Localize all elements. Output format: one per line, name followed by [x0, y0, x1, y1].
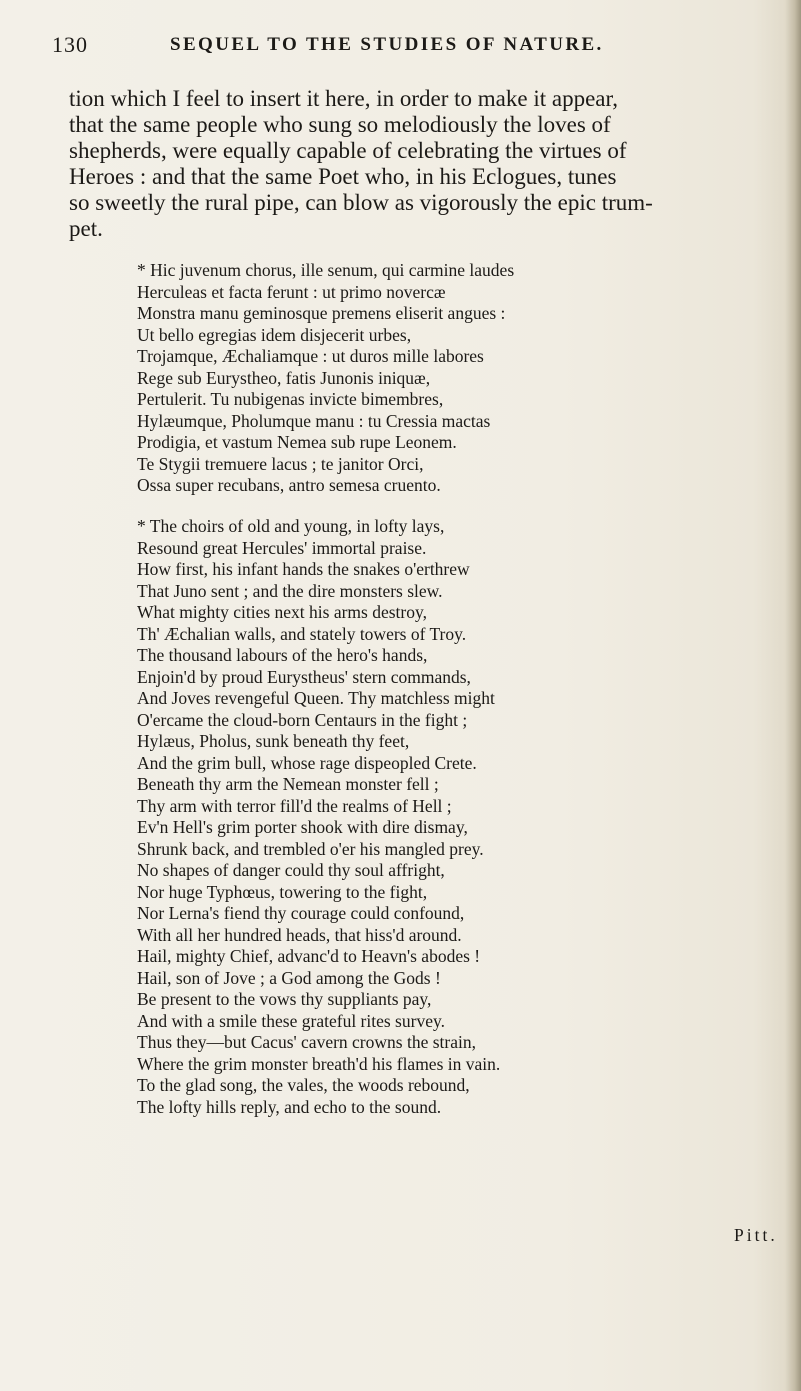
english-verse-translation: [137, 516, 757, 1118]
latin-verse-line: Ossa super recubans, antro semesa cruento.: [137, 475, 441, 495]
english-verse-line: Ev'n Hell's grim porter shook with dire dismay,: [137, 817, 468, 837]
latin-verse-line: Prodigia, et vastum Nemea sub rupe Leonem.: [137, 432, 457, 452]
body-line: Heroes : and that the same Poet who, in his Eclogues, tunes: [69, 164, 617, 189]
english-verse-line: Thy arm with terror fill'd the realms of Hell ;: [137, 795, 452, 816]
english-verse-line: That Juno sent ; and the dire monsters slew.: [137, 580, 443, 601]
english-verse-line: Enjoin'd by proud Eurystheus' stern commands,: [137, 666, 471, 687]
catchword-attribution: Pitt.: [734, 1225, 778, 1245]
english-verse-line: No shapes of danger could thy soul affright,: [137, 860, 445, 880]
page-number: 130: [52, 32, 88, 57]
english-verse-line: O'ercame the cloud-born Centaurs in the fight ;: [137, 709, 468, 730]
english-verse-line: How first, his infant hands the snakes o'erthrew: [137, 559, 470, 579]
body-line: shepherds, were equally capable of celebrating the virtues of: [69, 138, 627, 163]
body-line: so sweetly the rural pipe, can blow as vigorously the epic trum-: [69, 190, 653, 215]
latin-verse-line: * Hic juvenum chorus, ille senum, qui carmine laudes: [137, 260, 515, 280]
english-verse-line: Hail, son of Jove ; a God among the Gods !: [137, 967, 441, 988]
latin-verse-line: Trojamque, Æchaliamque : ut duros mille labores: [137, 346, 484, 366]
latin-verse-line: Rege sub Eurystheo, fatis Junonis iniquæ,: [137, 367, 431, 388]
english-verse-line: Beneath thy arm the Nemean monster fell ;: [137, 774, 439, 794]
latin-verse-line: Ut bello egregias idem disjecerit urbes,: [137, 324, 412, 345]
english-verse-line: Where the grim monster breath'd his flames in vain.: [137, 1053, 501, 1074]
english-verse-line: Hylæus, Pholus, sunk beneath thy feet,: [137, 731, 410, 751]
english-verse-line: And the grim bull, whose rage dispeopled Crete.: [137, 752, 477, 773]
english-verse-line: Resound great Hercules' immortal praise.: [137, 537, 427, 558]
english-verse-line: Nor huge Typhœus, towering to the fight,: [137, 881, 428, 902]
english-verse-line: Nor Lerna's fiend thy courage could confound,: [137, 903, 465, 923]
latin-verse-line: Monstra manu geminosque premens eliserit angues :: [137, 303, 506, 323]
latin-verse-line: Te Stygii tremuere lacus ; te janitor Orci,: [137, 453, 424, 474]
english-verse-line: Hail, mighty Chief, advanc'd to Heavn's abodes !: [137, 946, 481, 966]
english-verse-line: The thousand labours of the hero's hands,: [137, 645, 428, 665]
latin-verse-footnote: [137, 260, 737, 497]
english-verse-line: The lofty hills reply, and echo to the sound.: [137, 1096, 442, 1117]
english-verse-line: And Joves revengeful Queen. Thy matchless might: [137, 688, 495, 708]
latin-verse-line: Herculeas et facta ferunt : ut primo novercæ: [137, 281, 446, 302]
english-verse-line: To the glad song, the vales, the woods rebound,: [137, 1075, 470, 1095]
english-verse-line: * The choirs of old and young, in lofty lays,: [137, 516, 445, 536]
body-paragraph: [69, 86, 769, 242]
english-verse-line: Shrunk back, and trembled o'er his mangled prey.: [137, 838, 484, 859]
english-verse-line: Be present to the vows thy suppliants pay,: [137, 989, 432, 1009]
page-edge-shadow: [785, 0, 801, 1391]
latin-verse-line: Hylæumque, Pholumque manu : tu Cressia mactas: [137, 410, 491, 431]
body-line: that the same people who sung so melodiously the loves of: [69, 112, 611, 137]
english-verse-line: Th' Æchalian walls, and stately towers of Troy.: [137, 623, 467, 644]
english-verse-line: With all her hundred heads, that hiss'd around.: [137, 924, 462, 945]
english-verse-line: And with a smile these grateful rites survey.: [137, 1010, 445, 1031]
english-verse-line: What mighty cities next his arms destroy,: [137, 602, 427, 622]
body-line: pet.: [69, 216, 103, 241]
running-title: SEQUEL TO THE STUDIES OF NATURE.: [170, 34, 604, 55]
latin-verse-line: Pertulerit. Tu nubigenas invicte bimembres,: [137, 389, 444, 409]
running-head: [52, 32, 752, 62]
english-verse-line: Thus they—but Cacus' cavern crowns the strain,: [137, 1032, 476, 1052]
body-line: tion which I feel to insert it here, in order to make it appear,: [69, 86, 618, 111]
